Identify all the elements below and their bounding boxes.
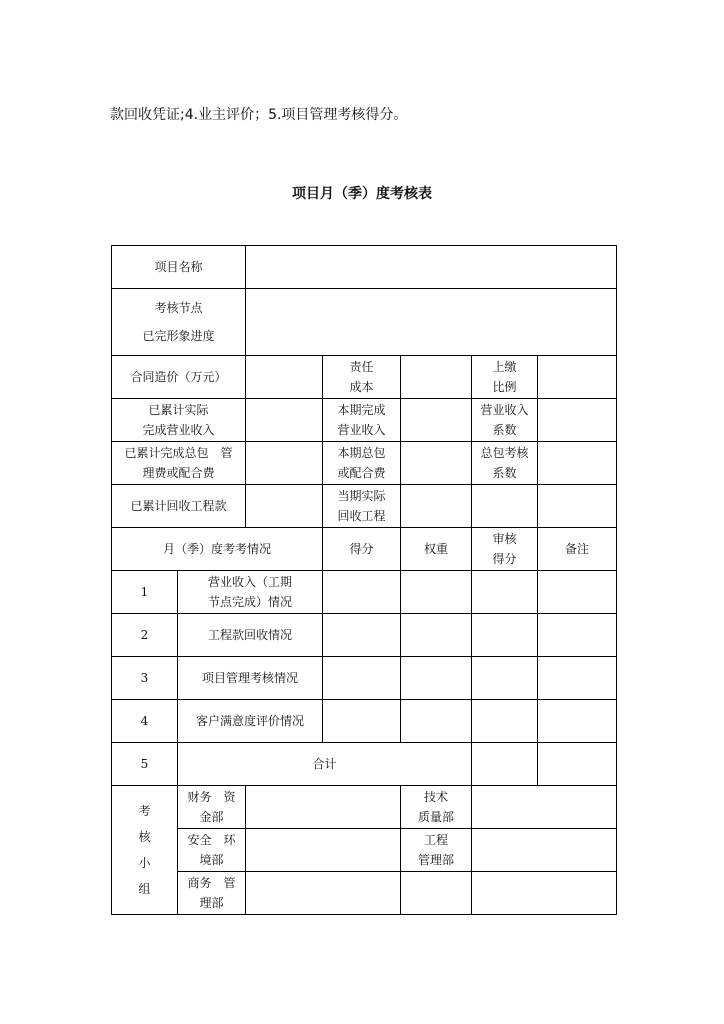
field-item-weight[interactable] — [401, 571, 472, 614]
item-label-line1: 营业收入（工期 — [208, 575, 293, 589]
field-engineering-dept[interactable] — [472, 829, 617, 872]
label-milestone-line2: 已完形象进度 — [142, 329, 215, 343]
field-item-score[interactable] — [323, 700, 401, 743]
field-tech-quality-dept[interactable] — [472, 786, 617, 829]
label-business-dept-line1: 商务 管 — [187, 876, 236, 890]
field-general-coefficient[interactable] — [538, 442, 617, 485]
row-item-3 — [112, 657, 617, 700]
row-contract — [112, 356, 617, 399]
row-assessment-header — [112, 528, 617, 571]
label-contract-price: 合同造价（万元） — [112, 356, 246, 399]
label-tech-quality-dept-line1: 技术 — [424, 790, 449, 804]
field-item-review-score[interactable] — [472, 657, 538, 700]
field-finance-dept[interactable] — [246, 786, 401, 829]
row-total — [112, 743, 617, 786]
label-milestone — [112, 289, 246, 356]
total-number: 5 — [112, 743, 178, 786]
field-period-fee[interactable] — [401, 442, 472, 485]
label-cumulative-collection: 已累计回收工程款 — [112, 485, 246, 528]
field-remit-ratio[interactable] — [538, 356, 617, 399]
item-label-line2: 节点完成）情况 — [208, 595, 293, 609]
label-safety-env-dept — [178, 829, 246, 872]
field-item-weight[interactable] — [401, 657, 472, 700]
header-situation: 月（季）度考考情况 — [112, 528, 323, 571]
total-label: 合计 — [178, 743, 472, 786]
label-revenue-coefficient-line1: 营业收入 — [480, 403, 529, 417]
label-period-collection-line2: 回收工程 — [337, 509, 386, 523]
label-period-fee — [323, 442, 401, 485]
field-responsibility-cost[interactable] — [401, 356, 472, 399]
field-cumulative-fee[interactable] — [246, 442, 323, 485]
label-revenue-coefficient-line2: 系数 — [492, 423, 517, 437]
item-number: 3 — [112, 657, 178, 700]
label-period-fee-line2: 或配合费 — [337, 466, 386, 480]
label-cumulative-revenue-line2: 完成营业收入 — [142, 423, 215, 437]
row-revenue — [112, 399, 617, 442]
label-business-dept — [178, 872, 246, 915]
label-period-revenue — [323, 399, 401, 442]
field-period-collection-extra-1[interactable] — [472, 485, 538, 528]
group-label-char: 小 — [138, 856, 151, 870]
item-label: 项目管理考核情况 — [178, 657, 323, 700]
row-collection — [112, 485, 617, 528]
label-general-coefficient-line1: 总包考核 — [480, 446, 529, 460]
label-tech-quality-dept — [401, 786, 472, 829]
label-general-coefficient — [472, 442, 538, 485]
header-review-score-line1: 审核 — [492, 532, 517, 546]
row-item-4 — [112, 700, 617, 743]
header-review-score — [472, 528, 538, 571]
row-general-contract-fee — [112, 442, 617, 485]
field-item-remark[interactable] — [538, 614, 617, 657]
field-item-remark[interactable] — [538, 700, 617, 743]
group-label-char: 考 — [138, 804, 151, 818]
group-label — [112, 786, 178, 915]
label-business-dept-line2: 理部 — [199, 896, 224, 910]
label-period-collection-line1: 当期实际 — [337, 489, 386, 503]
label-cumulative-fee-line1: 已累计完成总包 管 — [124, 446, 233, 460]
field-project-name[interactable] — [246, 246, 617, 289]
field-period-revenue[interactable] — [401, 399, 472, 442]
label-remit-ratio — [472, 356, 538, 399]
field-item-score[interactable] — [323, 571, 401, 614]
label-engineering-dept-line1: 工程 — [424, 833, 449, 847]
group-label-char: 组 — [138, 882, 151, 896]
field-item-review-score[interactable] — [472, 700, 538, 743]
label-period-fee-line1: 本期总包 — [337, 446, 386, 460]
label-revenue-coefficient — [472, 399, 538, 442]
item-label: 工程款回收情况 — [178, 614, 323, 657]
label-period-revenue-line2: 营业收入 — [337, 423, 386, 437]
field-contract-price[interactable] — [246, 356, 323, 399]
label-general-coefficient-line2: 系数 — [492, 466, 517, 480]
field-revenue-coefficient[interactable] — [538, 399, 617, 442]
label-engineering-dept-line2: 管理部 — [418, 853, 455, 867]
label-cumulative-fee-line2: 理费或配合费 — [142, 466, 215, 480]
header-weight: 权重 — [401, 528, 472, 571]
field-total-remark[interactable] — [538, 743, 617, 786]
label-responsibility-cost — [323, 356, 401, 399]
label-engineering-dept — [401, 829, 472, 872]
item-number: 2 — [112, 614, 178, 657]
row-item-2 — [112, 614, 617, 657]
field-business-extra-1[interactable] — [401, 872, 472, 915]
item-label — [178, 571, 323, 614]
field-period-collection-extra-2[interactable] — [538, 485, 617, 528]
field-period-collection[interactable] — [401, 485, 472, 528]
field-item-review-score[interactable] — [472, 614, 538, 657]
field-item-weight[interactable] — [401, 614, 472, 657]
field-item-remark[interactable] — [538, 657, 617, 700]
item-number: 4 — [112, 700, 178, 743]
label-period-collection — [323, 485, 401, 528]
field-business-dept[interactable] — [246, 872, 401, 915]
row-group-3 — [112, 872, 617, 915]
row-group-2 — [112, 829, 617, 872]
label-finance-dept — [178, 786, 246, 829]
label-responsibility-cost-line1: 责任 — [349, 360, 374, 374]
row-milestone — [112, 289, 617, 356]
field-cumulative-revenue[interactable] — [246, 399, 323, 442]
field-business-extra-2[interactable] — [472, 872, 617, 915]
row-project-name — [112, 246, 617, 289]
field-item-weight[interactable] — [401, 700, 472, 743]
field-item-score[interactable] — [323, 614, 401, 657]
assessment-form-table — [111, 245, 617, 915]
field-cumulative-collection[interactable] — [246, 485, 323, 528]
field-item-remark[interactable] — [538, 571, 617, 614]
label-finance-dept-line2: 金部 — [199, 810, 224, 824]
label-cumulative-revenue-line1: 已累计实际 — [148, 403, 209, 417]
field-total-review-score[interactable] — [472, 743, 538, 786]
header-score: 得分 — [323, 528, 401, 571]
label-milestone-line1: 考核节点 — [154, 301, 203, 315]
field-item-score[interactable] — [323, 657, 401, 700]
field-safety-env-dept[interactable] — [246, 829, 401, 872]
label-cumulative-revenue — [112, 399, 246, 442]
label-responsibility-cost-line2: 成本 — [349, 380, 374, 394]
label-tech-quality-dept-line2: 质量部 — [418, 810, 455, 824]
label-remit-ratio-line2: 比例 — [492, 380, 517, 394]
row-group-1 — [112, 786, 617, 829]
label-safety-env-dept-line1: 安全 环 — [187, 833, 236, 847]
field-item-review-score[interactable] — [472, 571, 538, 614]
row-item-1 — [112, 571, 617, 614]
header-remark: 备注 — [538, 528, 617, 571]
label-finance-dept-line1: 财务 资 — [187, 790, 236, 804]
item-number: 1 — [112, 571, 178, 614]
label-remit-ratio-line1: 上缴 — [492, 360, 517, 374]
label-project-name: 项目名称 — [112, 246, 246, 289]
field-milestone[interactable] — [246, 289, 617, 356]
intro-text: 款回收凭证;4.业主评价；5.项目管理考核得分。 — [110, 107, 408, 123]
group-label-char: 核 — [138, 830, 151, 844]
label-cumulative-fee — [112, 442, 246, 485]
label-period-revenue-line1: 本期完成 — [337, 403, 386, 417]
page-title: 项目月（季）度考核表 — [292, 186, 432, 202]
header-review-score-line2: 得分 — [492, 552, 517, 566]
label-safety-env-dept-line2: 境部 — [199, 853, 224, 867]
item-label: 客户满意度评价情况 — [178, 700, 323, 743]
